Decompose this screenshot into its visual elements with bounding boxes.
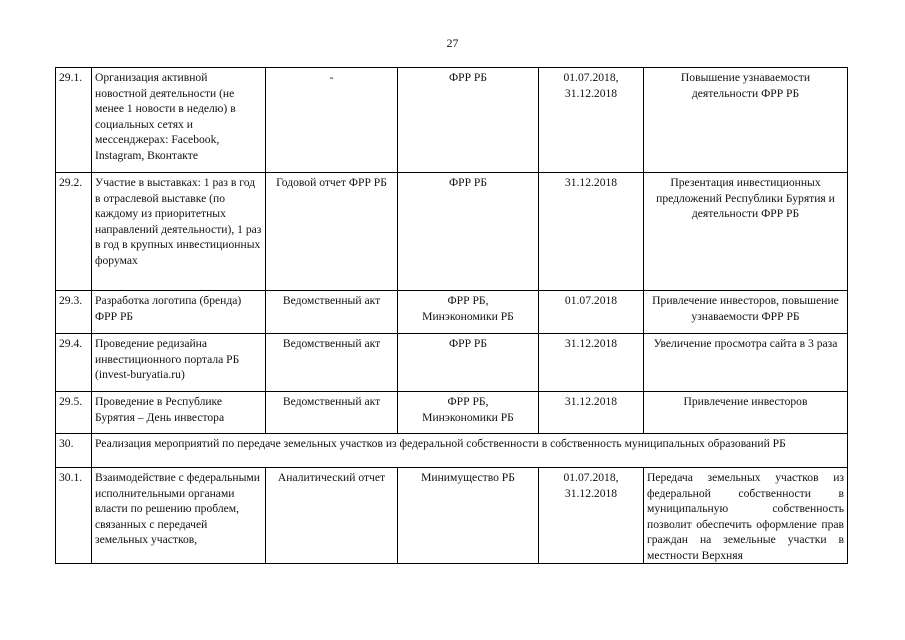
form-cell: - xyxy=(266,68,398,173)
event-cell: Разработка логотипа (бренда) ФРР РБ xyxy=(92,291,266,334)
row-number: 29.5. xyxy=(56,392,92,434)
result-cell: Презентация инвестиционных предложений Республики Бурятия и деятельности ФРР РБ xyxy=(644,173,848,291)
section-number: 30. xyxy=(56,434,92,468)
table-row xyxy=(56,291,848,334)
form-cell: Годовой отчет ФРР РБ xyxy=(266,173,398,291)
row-number: 30.1. xyxy=(56,468,92,564)
row-number: 29.3. xyxy=(56,291,92,334)
responsible-cell: ФРР РБ xyxy=(398,68,539,173)
form-cell: Ведомственный акт xyxy=(266,291,398,334)
form-cell: Ведомственный акт xyxy=(266,334,398,392)
row-number: 29.2. xyxy=(56,173,92,291)
page-number: 27 xyxy=(446,36,459,50)
row-number: 29.4. xyxy=(56,334,92,392)
date-cell: 01.07.2018 xyxy=(539,291,644,334)
plan-table xyxy=(55,67,848,564)
responsible-cell: ФРР РБ, Минэкономики РБ xyxy=(398,291,539,334)
event-cell: Проведение в Республике Бурятия – День инвестора xyxy=(92,392,266,434)
date-cell: 31.12.2018 xyxy=(539,392,644,434)
date-cell: 01.07.2018, 31.12.2018 xyxy=(539,68,644,173)
result-cell: Привлечение инвесторов, повышение узнаваемости ФРР РБ xyxy=(644,291,848,334)
event-cell: Организация активной новостной деятельности (не менее 1 новости в неделю) в социальных сетях и мессенджерах: Facebook, Instagram, Вконтакте xyxy=(92,68,266,173)
event-cell: Взаимодействие с федеральными исполнительными органами власти по решению проблем, связанных с передачей земельных участков, xyxy=(92,468,266,564)
result-cell: Увеличение просмотра сайта в 3 раза xyxy=(644,334,848,392)
table-row xyxy=(56,173,848,291)
responsible-cell: ФРР РБ, Минэкономики РБ xyxy=(398,392,539,434)
responsible-cell: ФРР РБ xyxy=(398,334,539,392)
table-row xyxy=(56,468,848,564)
result-cell: Передача земельных участков из федеральной собственности в муниципальную собственность позволит обеспечить оформление прав граждан на земельные участки в местности Верхняя xyxy=(644,468,848,564)
table-row xyxy=(56,334,848,392)
result-cell: Привлечение инвесторов xyxy=(644,392,848,434)
section-title: Реализация мероприятий по передаче земельных участков из федеральной собственности в собственность муниципальных образований РБ xyxy=(92,434,848,468)
date-cell: 31.12.2018 xyxy=(539,334,644,392)
date-cell: 31.12.2018 xyxy=(539,173,644,291)
section-row xyxy=(56,434,848,468)
event-cell: Участие в выставках: 1 раз в год в отраслевой выставке (по каждому из приоритетных направлений деятельности), 1 раз в год в крупных инвестиционных форумах xyxy=(92,173,266,291)
responsible-cell: Минимущество РБ xyxy=(398,468,539,564)
form-cell: Ведомственный акт xyxy=(266,392,398,434)
date-cell: 01.07.2018, 31.12.2018 xyxy=(539,468,644,564)
result-cell: Повышение узнаваемости деятельности ФРР РБ xyxy=(644,68,848,173)
row-number: 29.1. xyxy=(56,68,92,173)
table-row xyxy=(56,392,848,434)
event-cell: Проведение редизайна инвестиционного портала РБ (invest-buryatia.ru) xyxy=(92,334,266,392)
table-row xyxy=(56,68,848,173)
form-cell: Аналитический отчет xyxy=(266,468,398,564)
responsible-cell: ФРР РБ xyxy=(398,173,539,291)
